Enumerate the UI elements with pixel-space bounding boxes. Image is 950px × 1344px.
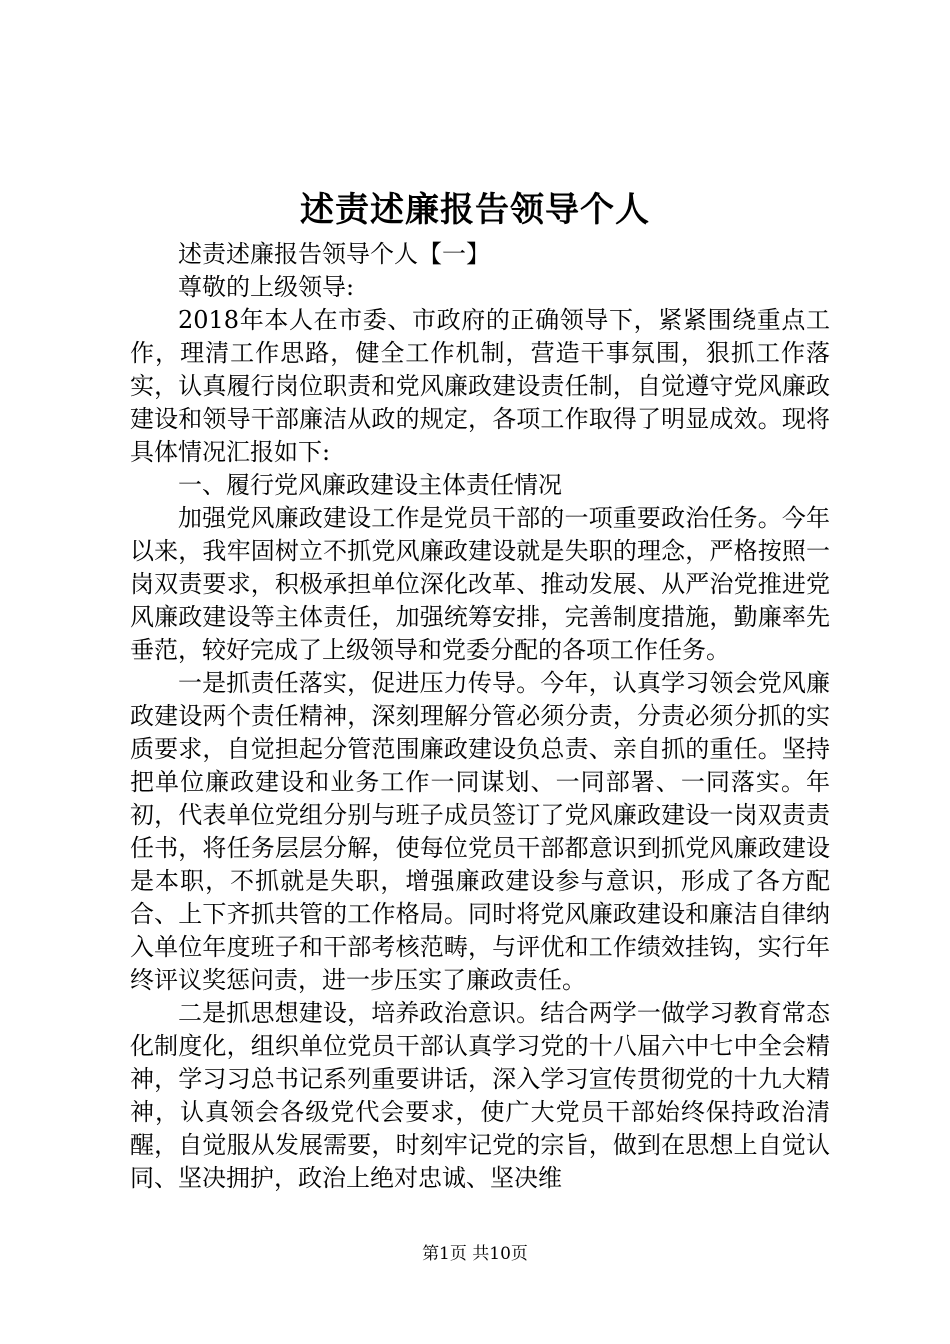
page-number-footer: 第1页 共10页 [422,1244,528,1264]
document-title: 述责述廉报告领导个人 [300,190,650,230]
body-paragraph: 2018年本人在市委、市政府的正确领导下，紧紧围绕重点工作，理清工作思路，健全工作机制，营造干事氛围，狠抓工作落实，认真履行岗位职责和党风廉政建设责任制，自觉遵守党风廉政建设和领导干部廉洁从政的规定，各项工作取得了明显成效。现将具体情况汇报如下: [130,306,830,466]
body-paragraph: 加强党风廉政建设工作是党员干部的一项重要政治任务。今年以来，我牢固树立不抓党风廉政建设就是失职的理念，严格按照一岗双责要求，积极承担单位深化改革、推动发展、从严治党推进党风廉政建设等主体责任，加强统筹安排，完善制度措施，勤廉率先垂范，较好完成了上级领导和党委分配的各项工作任务。 [130,504,830,664]
body-paragraph: 二是抓思想建设，培养政治意识。结合两学一做学习教育常态化制度化，组织单位党员干部认真学习党的十八届六中七中全会精神，学习习总书记系列重要讲话，深入学习宣传贯彻党的十九大精神，认真领会各级党代会要求，使广大党员干部始终保持政治清醒，自觉服从发展需要，时刻牢记党的宗旨，做到在思想上自觉认同、坚决拥护，政治上绝对忠诚、坚决维 [130,999,830,1192]
section-heading: 述责述廉报告领导个人【一】 [178,240,490,268]
document-body [130,238,830,1195]
body-paragraph: 一是抓责任落实，促进压力传导。今年，认真学习领会党风廉政建设两个责任精神，深刻理解分管必须分责，分责必须分抓的实质要求，自觉担起分管范围廉政建设负总责、亲自抓的重任。坚持把单位廉政建设和业务工作一同谋划、一同部署、一同落实。年初，代表单位党组分别与班子成员签订了党风廉政建设一岗双责责任书，将任务层层分解，使每位党员干部都意识到抓党风廉政建设是本职，不抓就是失职，增强廉政建设参与意识，形成了各方配合、上下齐抓共管的工作格局。同时将党风廉政建设和廉洁自律纳入单位年度班子和干部考核范畴，与评优和工作绩效挂钩，实行年终评议奖惩问责，进一步压实了廉政责任。 [130,669,830,994]
salutation: 尊敬的上级领导: [178,273,355,301]
subsection-heading: 一、履行党风廉政建设主体责任情况 [178,471,562,499]
